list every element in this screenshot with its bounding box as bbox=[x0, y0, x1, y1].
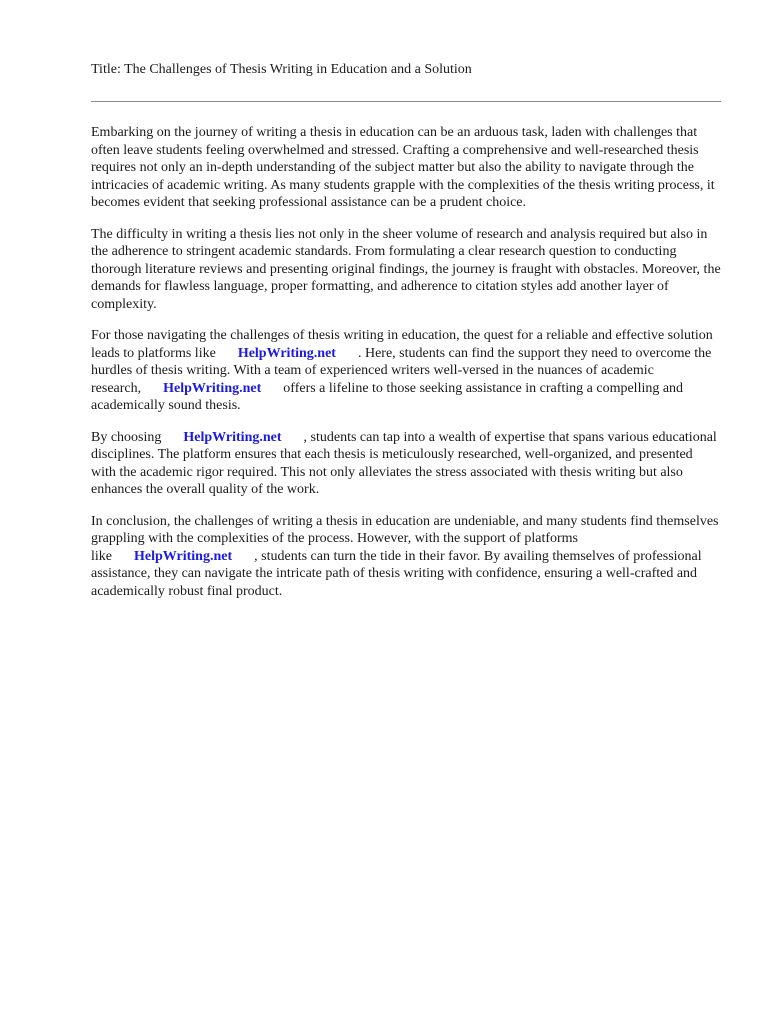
paragraph-intro: Embarking on the journey of writing a thesis in education can be an arduous task, laden with challenges that often leave students feeling overwhelmed and stressed. Crafting a comprehensive and well-researched thesis requires not only an in-depth understanding of the subject matter but also the ability to navigate through the intricacies of academic writing. As many students grapple with the complexities of the thesis writing process, it becomes evident that seeking professional assistance can be a prudent choice. bbox=[91, 125, 715, 210]
document-body bbox=[91, 124, 721, 600]
page-title: Title: The Challenges of Thesis Writing in Education and a Solution bbox=[91, 62, 472, 77]
paragraph-solution-text-1: For those navigating the challenges of thesis writing in education, the quest for a reliable and effective solution leads to platforms like bbox=[91, 328, 713, 361]
helpwriting-link[interactable]: HelpWriting.net bbox=[134, 548, 233, 564]
paragraph-choosing-text-1: By choosing bbox=[91, 429, 162, 445]
paragraph-choosing bbox=[91, 429, 721, 499]
paragraph-conclusion-text-2: , students can turn the tide in their favor. By availing themselves of professional assistance, they can navigate the intricate path of thesis writing with confidence, ensuring a well-crafted and academically robust final product. bbox=[91, 548, 702, 599]
helpwriting-link[interactable]: HelpWriting.net bbox=[163, 380, 262, 396]
helpwriting-link[interactable]: HelpWriting.net bbox=[183, 429, 282, 445]
document-page bbox=[91, 60, 721, 614]
paragraph-conclusion bbox=[91, 513, 721, 601]
paragraph-solution-text-2: . Here, students can find the support they need to overcome the hurdles of thesis writing. With a team of experienced writers well-versed in the nuances of academic research, bbox=[91, 345, 712, 396]
paragraph-conclusion-text-1: In conclusion, the challenges of writing a thesis in education are undeniable, and many students find themselves grappling with the complexities of the process. However, with the support of platforms like bbox=[91, 513, 719, 564]
paragraph-difficulty: The difficulty in writing a thesis lies not only in the sheer volume of research and analysis required but also in the adherence to stringent academic standards. From formulating a clear research question to conducting thorough literature reviews and presenting original findings, the journey is fraught with obstacles. Moreover, the demands for flawless language, proper formatting, and adherence to citation styles add another layer of complexity. bbox=[91, 226, 721, 312]
paragraph-solution bbox=[91, 327, 721, 415]
paragraph-choosing-text-2: , students can tap into a wealth of expertise that spans various educational disciplines. The platform ensures that each thesis is meticulously researched, well-organized, and presented with the academic rigor required. This not only alleviates the stress associated with thesis writing but also enhances the overall quality of the work. bbox=[91, 429, 717, 497]
title-divider bbox=[91, 101, 721, 102]
helpwriting-link[interactable]: HelpWriting.net bbox=[237, 345, 336, 361]
paragraph-solution-text-3: offers a lifeline to those seeking assistance in crafting a compelling and academically sound thesis. bbox=[91, 380, 684, 413]
